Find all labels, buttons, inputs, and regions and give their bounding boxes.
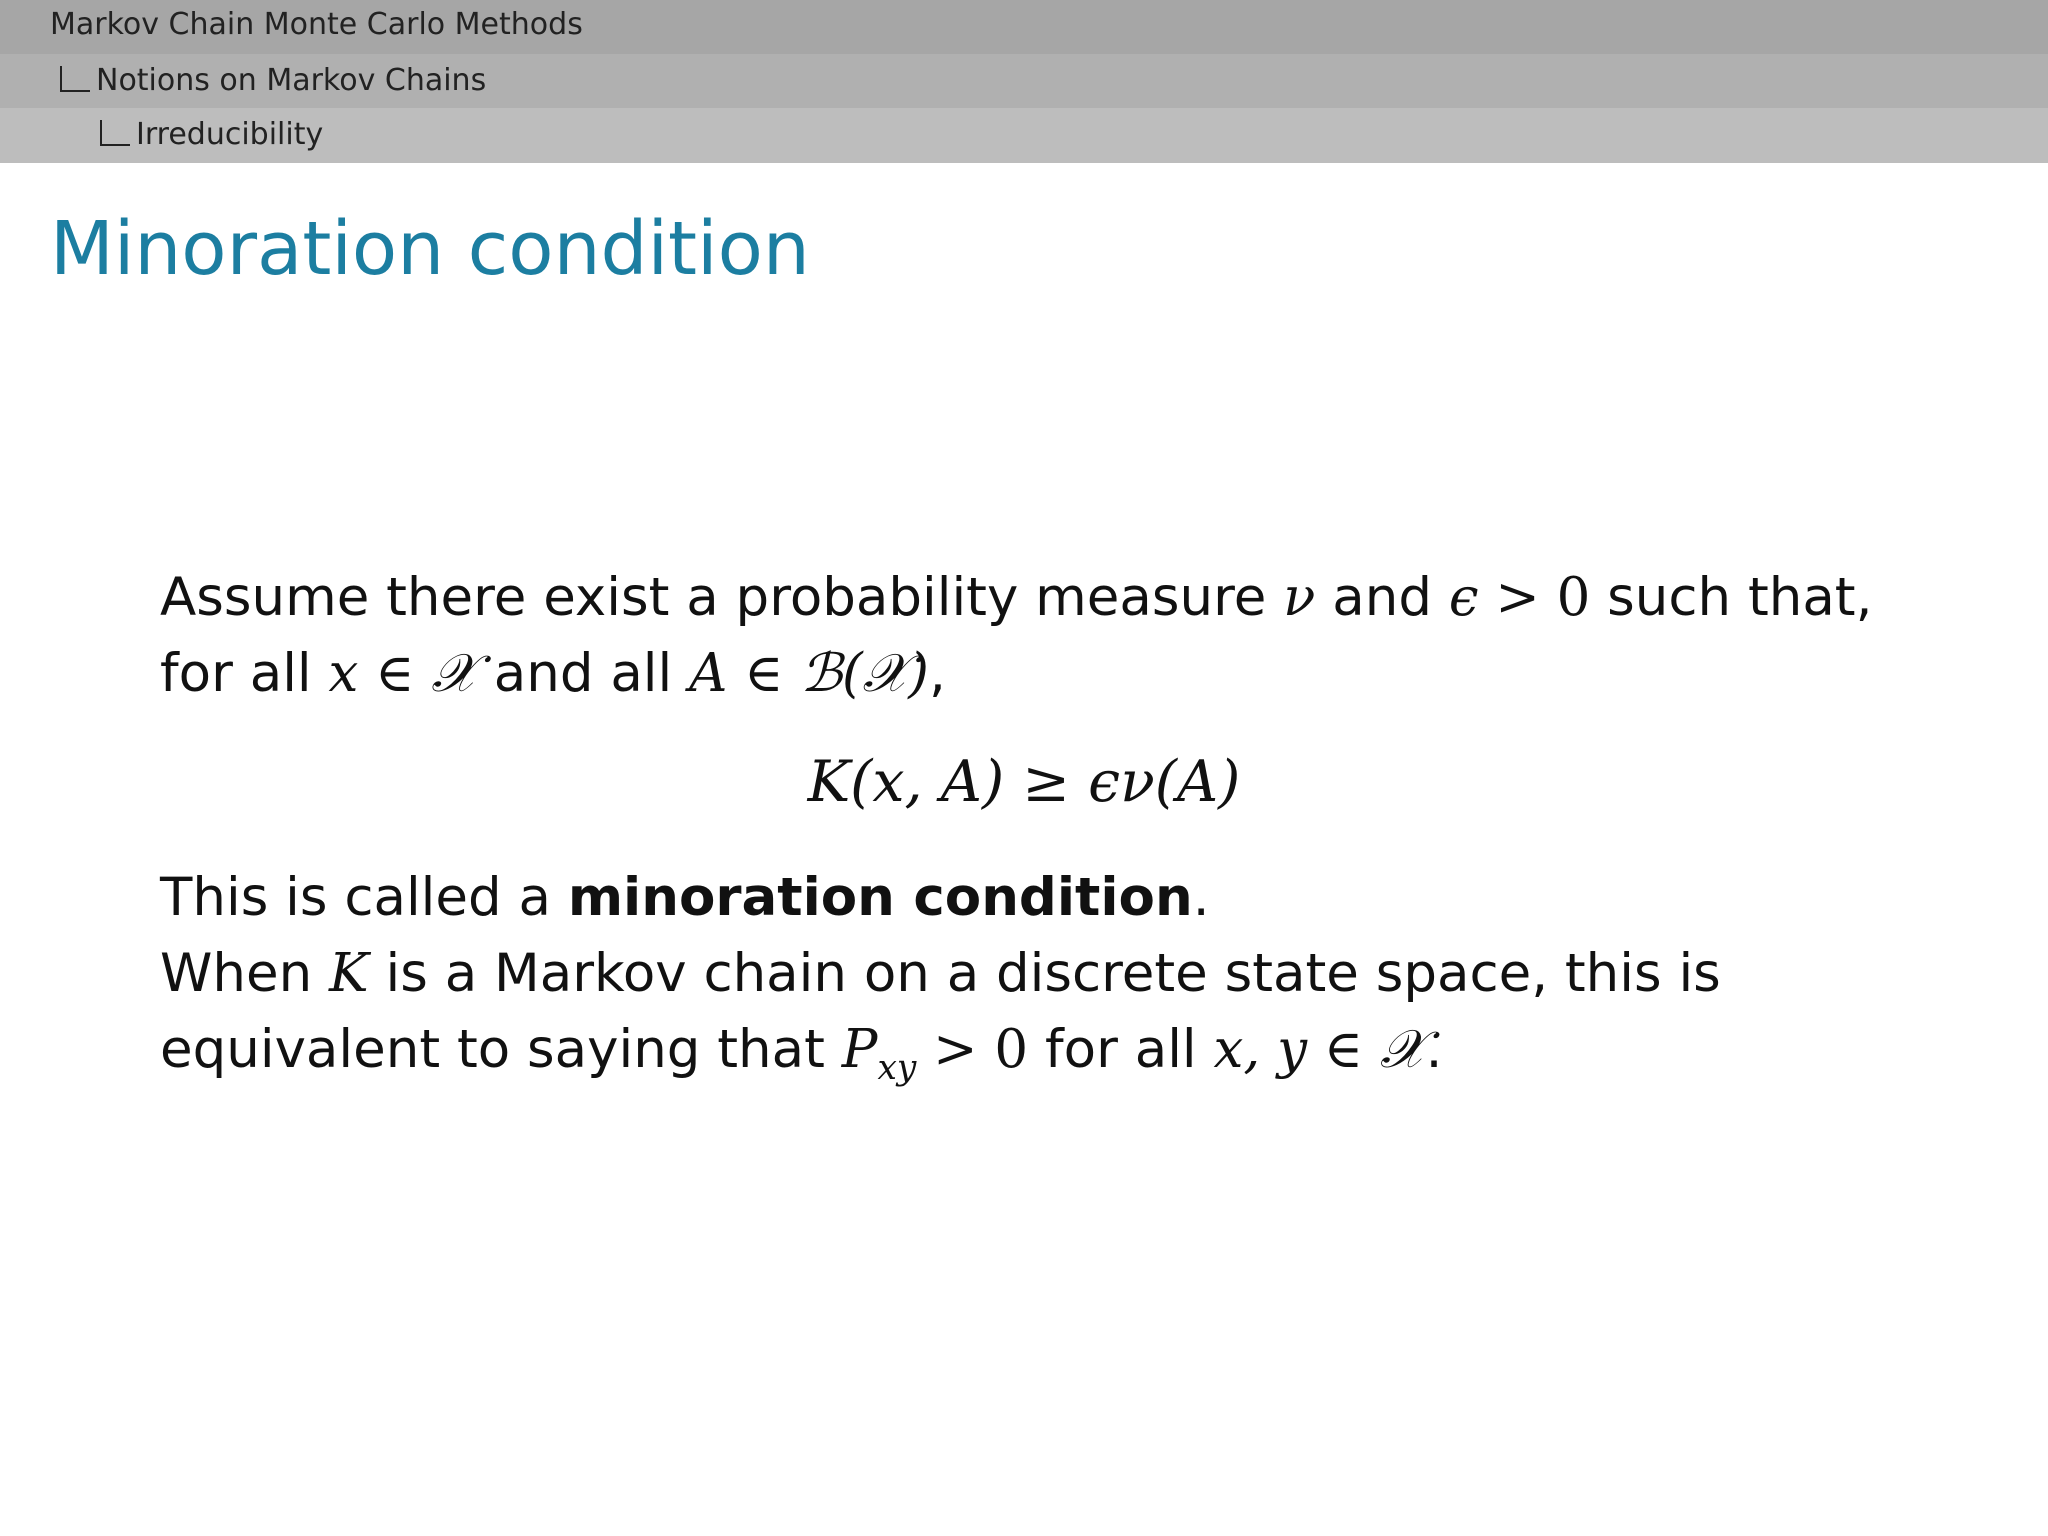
text: and — [1315, 567, 1449, 628]
equation-minoration: K(x, A) ≥ ϵν(A) — [807, 749, 1241, 815]
slide-body — [160, 560, 1960, 1088]
text: for all — [160, 643, 329, 704]
text: . — [1192, 867, 1210, 928]
paragraph-assume-line1 — [160, 560, 1960, 636]
text: equivalent to saying that — [160, 1019, 842, 1080]
header-level-3 — [0, 108, 2048, 163]
header-level-1-text: Markov Chain Monte Carlo Methods — [50, 7, 583, 42]
paragraph-when-line1 — [160, 936, 1960, 1012]
header-level-1 — [0, 0, 2048, 54]
math-a: A — [689, 643, 728, 704]
math-in: ∈ — [358, 643, 432, 704]
math-k: K — [329, 943, 369, 1004]
math-in: ∈ — [1307, 1019, 1380, 1080]
math-nu: ν — [1283, 567, 1316, 628]
text: This is called a — [160, 867, 568, 928]
text: and all — [476, 643, 690, 704]
text: . — [1425, 1019, 1443, 1080]
text: for all — [1028, 1019, 1214, 1080]
math-subscript-xy: xy — [877, 1048, 917, 1089]
math-gt-zero: > 0 — [916, 1019, 1029, 1080]
text: Assume there exist a probability measure — [160, 567, 1284, 628]
text: such that, — [1590, 567, 1873, 628]
paragraph-assume-line2 — [160, 636, 1960, 712]
header-level-2 — [0, 54, 2048, 108]
math-in: ∈ — [727, 643, 801, 704]
math-gt-zero: > 0 — [1478, 567, 1591, 628]
text: , — [928, 643, 946, 704]
header-level-3-text: Irreducibility — [136, 117, 324, 152]
math-x: x — [328, 643, 359, 704]
math-p: P — [841, 1019, 878, 1080]
slide-title: Minoration condition — [50, 206, 810, 292]
math-x-y: x, y — [1213, 1019, 1308, 1080]
tree-corner-icon — [100, 120, 130, 146]
math-borel-x: ℬ(𝒳) — [800, 643, 929, 704]
text: When — [160, 943, 330, 1004]
math-script-x: 𝒳 — [1379, 1019, 1426, 1080]
header-level-2-text: Notions on Markov Chains — [96, 63, 487, 98]
math-epsilon: ϵ — [1448, 567, 1479, 628]
paragraph-called — [160, 860, 1960, 936]
math-script-x: 𝒳 — [431, 643, 477, 704]
paragraph-when-line2 — [160, 1012, 1960, 1088]
tree-corner-icon — [60, 66, 90, 92]
text: is a Markov chain on a discrete state space, this is — [368, 943, 1721, 1004]
bold-term: minoration condition — [567, 867, 1193, 928]
